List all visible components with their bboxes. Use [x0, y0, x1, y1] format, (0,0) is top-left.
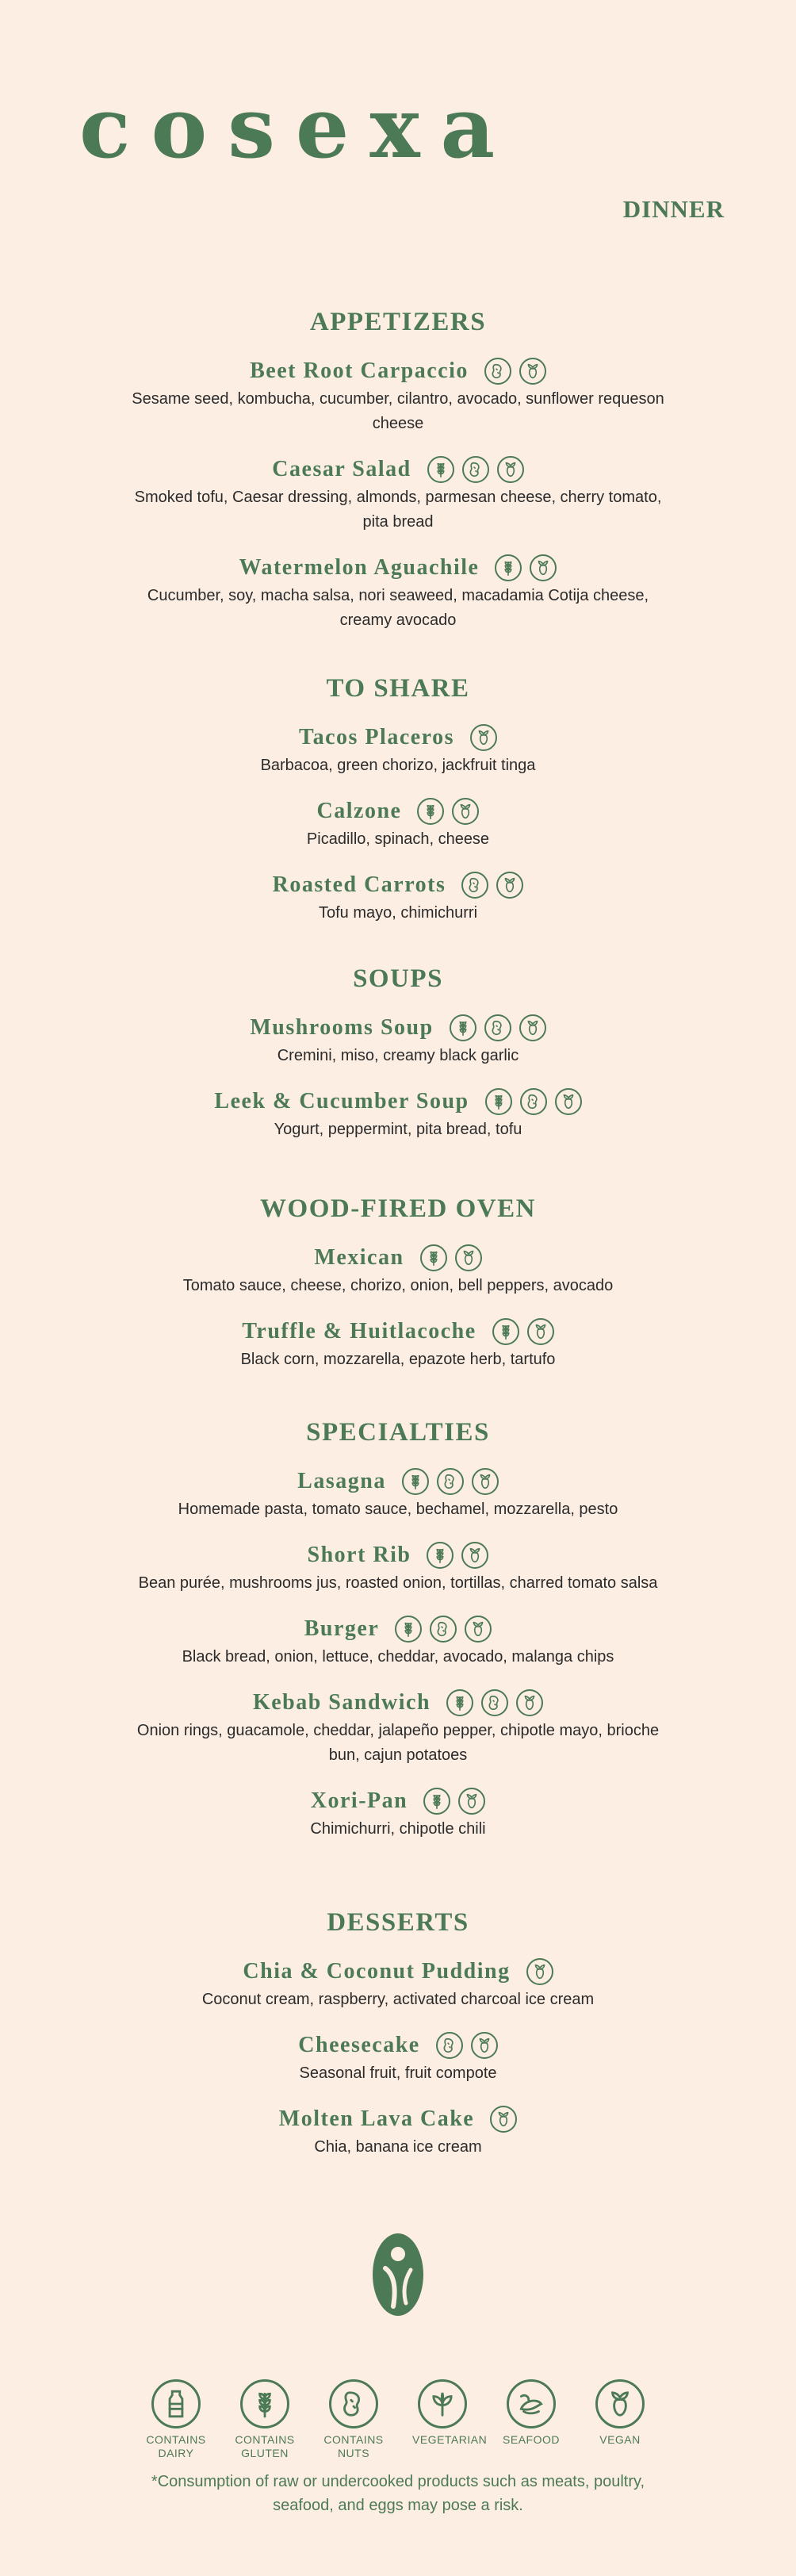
menu-item [0, 2030, 796, 2086]
seafood-icon [507, 2379, 556, 2428]
gluten-icon [446, 1689, 473, 1716]
gluten-icon [395, 1616, 422, 1643]
brand-logo: cosexa [79, 78, 516, 177]
item-description: Seasonal fruit, fruit compote [299, 2064, 497, 2082]
vegan-icon [490, 2106, 517, 2133]
item-description: Tomato sauce, cheese, chorizo, onion, bell peppers, avocado [182, 1277, 614, 1294]
vegan-icon [516, 1689, 543, 1716]
gluten-icon [492, 1318, 519, 1345]
item-description: Cremini, miso, creamy black garlic [277, 1047, 519, 1064]
item-description: Bean purée, mushrooms jus, roasted onion, tortillas, charred tomato salsa [138, 1574, 658, 1592]
gluten-icon [495, 554, 522, 581]
menu-item [0, 722, 796, 778]
item-name: Cheesecake [298, 2033, 420, 2057]
gluten-icon [450, 1014, 476, 1041]
vegan-icon [496, 872, 523, 899]
gluten-icon [402, 1468, 429, 1495]
menu-item [0, 1539, 796, 1596]
item-description: Onion rings, guacamole, cheddar, jalapeño pepper, chipotle mayo, brioche bun, cajun potatoes [136, 1722, 660, 1764]
item-description: Coconut cream, raspberry, activated charcoal ice cream [201, 1991, 595, 2008]
legend-label: CONTAINS DAIRY [146, 2433, 206, 2459]
vegan-icon [471, 2032, 498, 2059]
legend-item [146, 2379, 206, 2460]
menu-item [0, 1242, 796, 1298]
item-name: Mushrooms Soup [250, 1015, 434, 1040]
item-name: Mexican [314, 1245, 404, 1270]
item-description: Picadillo, spinach, cheese [306, 830, 490, 848]
item-name: Kebab Sandwich [252, 1690, 431, 1715]
menu-item [0, 355, 796, 436]
menu-item [0, 454, 796, 535]
item-name: Tacos Placeros [299, 725, 454, 749]
nuts-icon [481, 1689, 508, 1716]
menu-item [0, 1956, 796, 2012]
menu-section [0, 673, 796, 943]
menu-section [0, 306, 796, 650]
item-description: Homemade pasta, tomato sauce, bechamel, mozzarella, pesto [178, 1501, 618, 1518]
item-description: Yogurt, peppermint, pita bread, tofu [274, 1121, 522, 1138]
item-name: Caesar Salad [272, 457, 411, 481]
legend-label: CONTAINS GLUTEN [235, 2433, 295, 2459]
gluten-icon [240, 2379, 289, 2428]
vegan-icon [470, 724, 497, 751]
section-title: WOOD-FIRED OVEN [260, 1194, 536, 1223]
vegan-icon [461, 1542, 488, 1569]
item-name: Lasagna [297, 1469, 386, 1493]
menu-item [0, 1012, 796, 1068]
item-name: Burger [304, 1616, 380, 1641]
vegan-icon [519, 358, 546, 385]
legend-item [412, 2379, 488, 2460]
vegan-icon [455, 1244, 482, 1271]
item-name: Leek & Cucumber Soup [214, 1089, 469, 1114]
menu-item [0, 2103, 796, 2160]
item-name: Roasted Carrots [272, 872, 446, 897]
menu-item [0, 1785, 796, 1842]
item-description: Chia, banana ice cream [314, 2138, 482, 2156]
menu-item [0, 795, 796, 852]
item-description: Black corn, mozzarella, epazote herb, tartufo [240, 1351, 556, 1368]
gluten-icon [427, 1542, 453, 1569]
legend-label: VEGAN [599, 2433, 641, 2446]
gluten-icon [423, 1788, 450, 1815]
legend-item [590, 2379, 650, 2460]
menu-section [0, 963, 796, 1160]
vegan-icon [472, 1468, 499, 1495]
legend-item [235, 2379, 295, 2460]
item-description: Tofu mayo, chimichurri [318, 904, 478, 922]
legend-label: SEAFOOD [503, 2433, 560, 2446]
item-name: Chia & Coconut Pudding [243, 1959, 511, 1984]
nuts-icon [520, 1088, 547, 1115]
nuts-icon [329, 2379, 378, 2428]
item-name: Short Rib [307, 1543, 411, 1567]
section-title: SPECIALTIES [306, 1418, 490, 1447]
vegetarian-icon [418, 2379, 467, 2428]
vegan-icon [519, 1014, 546, 1041]
item-name: Truffle & Huitlacoche [242, 1319, 476, 1344]
vegan-icon [497, 456, 524, 483]
gluten-icon [420, 1244, 447, 1271]
item-description: Smoked tofu, Caesar dressing, almonds, parmesan cheese, cherry tomato, pita bread [134, 489, 662, 531]
menu-item [0, 1687, 796, 1768]
menu-section [0, 1193, 796, 1390]
vegan-icon [452, 798, 479, 825]
nuts-icon [484, 1014, 511, 1041]
nuts-icon [430, 1616, 457, 1643]
menu-item [0, 1613, 796, 1669]
vegan-icon [526, 1958, 553, 1985]
menu-item [0, 552, 796, 633]
nuts-icon [484, 358, 511, 385]
section-title: APPETIZERS [309, 308, 487, 336]
section-title: SOUPS [353, 964, 443, 993]
item-name: Watermelon Aguachile [239, 555, 480, 580]
nuts-icon [437, 1468, 464, 1495]
brand-mark-icon [369, 2230, 427, 2319]
legend-label: VEGETARIAN [412, 2433, 488, 2446]
item-description: Cucumber, soy, macha salsa, nori seaweed, macadamia Cotija cheese, creamy avocado [147, 587, 649, 629]
gluten-icon [417, 798, 444, 825]
legend-item [501, 2379, 561, 2460]
nuts-icon [436, 2032, 463, 2059]
item-description: Chimichurri, chipotle chili [310, 1820, 486, 1838]
menu-item [0, 1316, 796, 1372]
gluten-icon [427, 456, 454, 483]
vegan-icon [555, 1088, 582, 1115]
nuts-icon [461, 872, 488, 899]
menu-item [0, 1086, 796, 1142]
item-name: Calzone [316, 799, 402, 823]
disclaimer-text: *Consumption of raw or undercooked products such as meats, poultry, seafood, and eggs may pose a risk. [151, 2473, 645, 2514]
vegan-icon [595, 2379, 645, 2428]
vegan-icon [465, 1616, 492, 1643]
menu-section [0, 1907, 796, 2177]
nuts-icon [462, 456, 489, 483]
section-title: TO SHARE [326, 674, 470, 703]
item-description: Black bread, onion, lettuce, cheddar, avocado, malanga chips [182, 1648, 614, 1666]
item-description: Barbacoa, green chorizo, jackfruit tinga [260, 757, 536, 774]
vegan-icon [458, 1788, 485, 1815]
menu-item [0, 869, 796, 926]
dairy-icon [151, 2379, 201, 2428]
item-name: Molten Lava Cake [278, 2106, 475, 2131]
item-name: Xori-Pan [310, 1788, 408, 1813]
dietary-legend [0, 2379, 796, 2460]
legend-item [323, 2379, 384, 2460]
item-description: Sesame seed, kombucha, cucumber, cilantro, avocado, sunflower requeson cheese [132, 390, 664, 432]
legend-label: CONTAINS NUTS [323, 2433, 384, 2459]
service-label: DINNER [622, 195, 725, 223]
menu-item [0, 1466, 796, 1522]
item-name: Beet Root Carpaccio [250, 358, 469, 383]
gluten-icon [485, 1088, 512, 1115]
vegan-icon [527, 1318, 554, 1345]
menu-section [0, 1416, 796, 1859]
section-title: DESSERTS [327, 1908, 469, 1937]
vegan-icon [530, 554, 557, 581]
